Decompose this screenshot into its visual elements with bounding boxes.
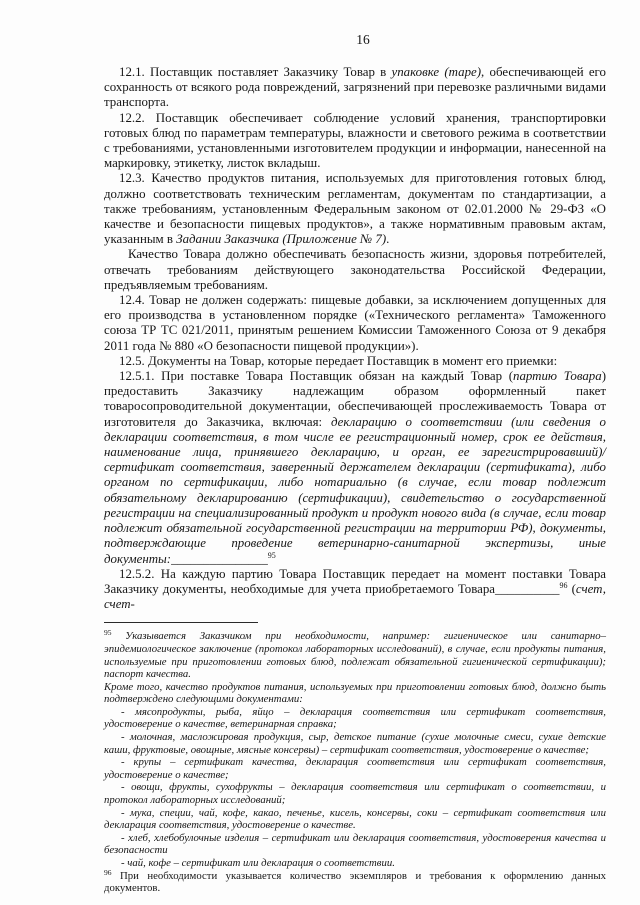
footnote-list-item — [104, 756, 606, 781]
clause-12-5-1 — [104, 369, 606, 567]
footnote-95-intro — [104, 681, 606, 706]
clause-italic-term: партию Товара — [513, 369, 602, 384]
footnote-list-item — [104, 807, 606, 832]
footnote-text: - крупы – сертификат качества, декларация соответствия или сертификат соответствия, удостоверение о качестве; — [104, 756, 606, 781]
footnote-list-item — [104, 857, 606, 870]
clause-italic-term: декларацию о соответствии (или сведения о декларации соответствия, в том числе ее регистрационный номер, срок ее действия, наименование лица, принявшего декларацию, и орган, ее зарегистрировавший)/сертификат соответствия, заверенный держателем декларации (сертификата), либо органом по сертификации, либо нотариально (в случае, если товар подлежит обязательному декларированию (сертификации), свидетельство о государственной регистрации на специализированный продукт и продукт нового вида (в случае, если товар подлежит обязательной государственной регистрации на территории РФ), документы, подтверждающие проведение ветеринарно-санитарной экспертизы, иные документы: — [104, 414, 606, 566]
clause-italic-term: упаковке (таре) — [391, 65, 482, 79]
clause-text: . — [386, 232, 390, 247]
clause-12-4 — [104, 293, 606, 354]
footnote-text: - хлеб, хлебобулочные изделия – сертификат или декларация соответствия, удостоверения качества и безопасности — [104, 831, 606, 857]
clause-text: 12.5. Документы на Товар, которые передает Поставщик в момент его приемки: — [119, 353, 558, 368]
footnote-text: - овощи, фрукты, сухофрукты – декларация соответствия или сертификат о соответствии, и протокол лабораторных исследований; — [104, 781, 606, 807]
clause-text: 12.5.1. При поставке Товара Поставщик обязан на каждый Товар ( — [119, 369, 514, 384]
blank-field: __________ — [495, 581, 560, 596]
page-number: 16 — [356, 32, 370, 47]
clause-italic-term: счет, счет- — [104, 581, 606, 612]
clause-12-3 — [104, 171, 606, 247]
clause-12-2 — [104, 111, 606, 172]
clause-12-3-quality — [104, 247, 606, 293]
footnote-marker: 95 — [104, 628, 112, 638]
clause-italic-term: Задании Заказчика (Приложение № 7) — [176, 232, 387, 247]
document-body — [104, 65, 606, 895]
footnote-marker: 96 — [104, 867, 112, 877]
clause-12-1 — [104, 65, 606, 111]
footnote-text: При необходимости указывается количество экземпляров и требования к оформлению данных документов. — [104, 869, 606, 895]
clause-text: 12.2. Поставщик обеспечивает соблюдение условий хранения, транспортировки готовых блюд по параметрам температуры, влажности и светового режима в соответствии с требованиями, установленными изготовителем продукции и информации, нанесенной на маркировку, этикетку, листок вкладыш. — [104, 110, 606, 171]
footnotes — [104, 630, 606, 894]
footnote-text: Кроме того, качество продуктов питания, используемых при приготовлении готовых блюд, должно быть подтверждено следующими документами: — [104, 680, 606, 706]
footnote-list-item — [104, 832, 606, 857]
footnote-separator — [104, 622, 258, 623]
footnote-text: - молочная, масложировая продукция, сыр, детское питание (сухие молочные смеси, сухие детские каши, фруктовые, овощные, мясные консервы) – сертификат соответствия, удостоверение о качестве; — [104, 731, 606, 756]
clause-text: 12.3. Качество продуктов питания, используемых для приготовления готовых блюд, должно соответствовать техническим регламентам, документам по стандартизации, а также требованиям, установленным Федеральным законом от 02.01.2000 № 29-ФЗ «О качестве и безопасности пищевых продуктов», а также нормативным правовым актам, указанным в — [104, 171, 606, 247]
footnote-text: - чай, кофе – сертификат или декларация о соответствии. — [121, 857, 395, 869]
footnote-list-item — [104, 731, 606, 756]
blank-field: _______________ — [171, 551, 268, 566]
footnote-ref-96: 96 — [559, 580, 568, 590]
footnote-list-item — [104, 781, 606, 806]
footnote-95 — [104, 630, 606, 680]
footnote-text: - мясопродукты, рыба, яйцо – декларация соответствия или сертификат соответствия, удостоверение о качестве, ветеринарная справка; — [104, 705, 606, 731]
clause-text: 12.4. Товар не должен содержать: пищевые добавки, за исключением допущенных для его производства в установленном порядке («Технического регламента» Таможенного союза ТР ТС 021/2011, принятым решением Комиссии Таможенного Союза от 9 декабря 2011 года № 880 «О безопасности пищевой продукции»). — [104, 293, 606, 353]
clause-12-5-2 — [104, 567, 606, 613]
clause-text: ( — [567, 581, 576, 596]
clause-text: Качество Товара должно обеспечивать безопасность жизни, здоровья потребителей, отвечать требованиям действующего законодательства Российской Федерации, предъявляемым требованиям. — [104, 247, 606, 292]
footnote-text: Указывается Заказчиком при необходимости, например: гигиеническое или санитарно–эпидемиологическое заключение (протокол лабораторных исследований), в случае, если продукты питания, используемые при приготовлении готовых блюд, подлежат обязательной гигиенической сертификации); паспорт качества. — [104, 630, 606, 681]
clause-text: 12.1. Поставщик поставляет Заказчику Товар в — [119, 65, 392, 79]
clause-text: 12.5.2. На каждую партию Товара Поставщик передает на момент поставки Товара Заказчику документы, необходимые для учета приобретаемого Товара — [104, 566, 606, 596]
clause-text: ) предоставить Заказчику надлежащим образом оформленный пакет товаросопроводительной документации, обеспечивающей прослеживаемость Товара от изготовителя до Заказчика, включая: — [104, 369, 606, 429]
clause-text: , обеспечивающей его сохранность от всякого рода повреждений, загрязнений при перевозке различными видами транспорта. — [104, 65, 606, 110]
footnote-96 — [104, 867, 606, 895]
footnote-list-item — [104, 706, 606, 731]
footnote-text: - мука, специи, чай, кофе, какао, печенье, кисель, консервы, соки – сертификат соответствия или декларация соответствия, удостоверение о качестве. — [104, 806, 606, 832]
footnote-ref-95: 95 — [267, 550, 276, 560]
clause-12-5 — [104, 354, 606, 369]
